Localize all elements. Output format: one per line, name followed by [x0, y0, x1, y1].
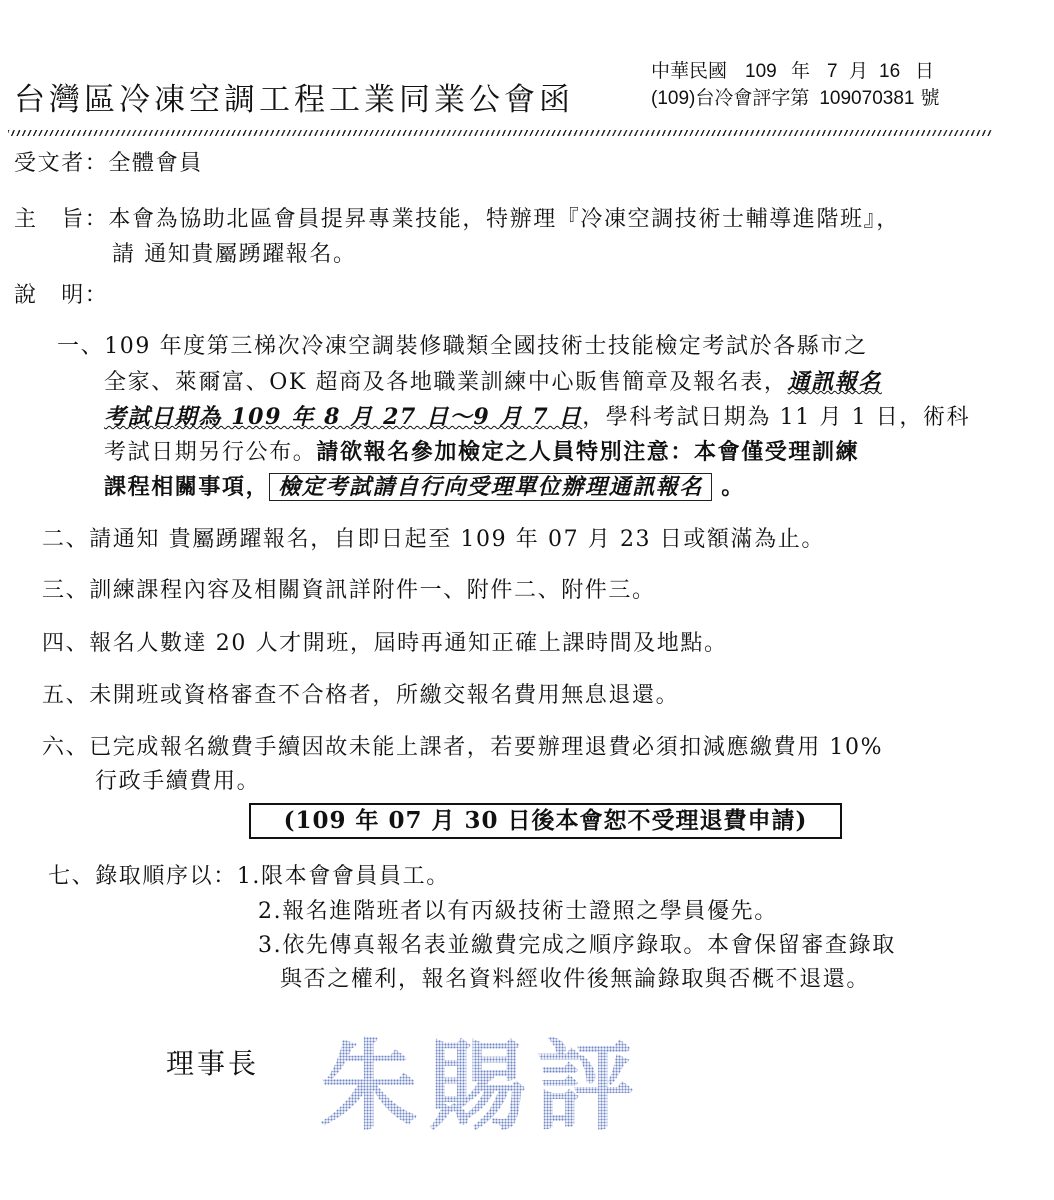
item1-emphasis: 考試日期為 109 年 8 月 27 日～9 月 7 日 [104, 404, 583, 430]
subject-label: 主 旨： [14, 207, 109, 232]
document-title: 台灣區冷凍空調工程工業同業公會函 [14, 82, 574, 118]
item4-line [42, 628, 728, 660]
item1-line-3 [104, 401, 970, 434]
item6-text: 已完成報名繳費手續因故未能上課者，若要辦理退費必須扣減應繳費用 10% [89, 735, 884, 760]
item5-number: 五、 [42, 683, 90, 708]
item4-number: 四、 [42, 631, 90, 656]
item1-bold-notice: 課程相關事項， [104, 474, 270, 500]
doc-number-prefix: (109)台冷會評字第 [651, 88, 810, 109]
subject-line-1 [14, 204, 900, 236]
item1-emphasis: 通訊報名 [787, 369, 882, 395]
recipient-label: 受文者： [14, 151, 109, 176]
item1-text: ，學科考試日期為 11 月 1 日，術科 [582, 405, 971, 430]
item1-text: 全家、萊爾富、OK 超商及各地職業訓練中心販售簡章及報名表， [104, 370, 788, 395]
chairman-signature-stamp [318, 1028, 664, 1138]
date-prefix: 中華民國 [651, 60, 728, 82]
header-divider [8, 130, 993, 136]
item7-criterion-1: 1.限本會會員員工。 [236, 864, 450, 889]
item4-text: 報名人數達 20 人才開班，屆時再通知正確上課時間及地點。 [89, 631, 728, 656]
recipient-line [14, 148, 203, 180]
date-month-unit: 月 [849, 60, 869, 82]
item1-line-4 [104, 436, 859, 469]
item7-criterion-3: 3.依先傳真報名表並繳費完成之順序錄取。本會保留審查錄取 [258, 933, 896, 958]
item3-text: 訓練課程內容及相關資訊詳附件一、附件二、附件三。 [89, 578, 656, 603]
document-date [651, 59, 934, 84]
chairman-label: 理事長 [166, 1047, 260, 1080]
subject-text: 本會為協助北區會員提昇專業技能，特辦理『冷凍空調技術士輔導進階班』， [108, 207, 900, 232]
item1-line-2 [104, 366, 882, 399]
subject-line-2: 請 通知貴屬踴躍報名。 [112, 242, 357, 267]
item2-number: 二、 [42, 527, 90, 552]
item6-line-1 [42, 732, 883, 764]
item2-line [42, 524, 825, 556]
item7-criterion-3-cont: 與否之權利，報名資料經收件後無論錄取與否概不退還。 [280, 967, 871, 992]
doc-number-suffix: 號 [920, 87, 940, 109]
recipient-value: 全體會員 [108, 151, 203, 176]
item1-boxed-notice: 檢定考試請自行向受理單位辦理通訊報名 [269, 473, 712, 501]
date-day: 16 [879, 61, 901, 82]
date-month: 7 [827, 61, 838, 82]
item7-number: 七、 [48, 864, 96, 889]
date-day-unit: 日 [915, 60, 935, 82]
explanation-label: 說 明： [14, 283, 109, 308]
item1-bold-notice: 請欲報名參加檢定之人員特別注意：本會僅受理訓練 [316, 439, 860, 465]
item6-line-2: 行政手續費用。 [95, 769, 261, 794]
item6-number: 六、 [42, 735, 90, 760]
item3-number: 三、 [42, 578, 90, 603]
item7-line-1 [48, 861, 450, 893]
doc-number-value: 109070381 [819, 88, 915, 109]
item1-end-mark: 。 [712, 474, 745, 500]
item5-text: 未開班或資格審查不合格者，所繳交報名費用無息退還。 [89, 683, 680, 708]
signature-name: 朱賜評 [320, 1029, 645, 1138]
item1-line-1 [57, 331, 868, 363]
date-year: 109 [745, 61, 777, 82]
item5-line [42, 680, 679, 712]
item7-criterion-2: 2.報名進階班者以有丙級技術士證照之學員優先。 [258, 899, 778, 924]
document-number [651, 86, 939, 111]
item1-text: 109 年度第三梯次冷凍空調裝修職類全國技術士技能檢定考試於各縣市之 [104, 334, 868, 359]
refund-deadline-notice: (109 年 07 月 30 日後本會恕不受理退費申請) [249, 803, 842, 839]
item7-label: 錄取順序以： [95, 864, 237, 889]
item3-line [42, 575, 656, 607]
item1-line-5 [104, 471, 745, 504]
item2-text: 請通知 貴屬踴躍報名，自即日起至 109 年 07 月 23 日或額滿為止。 [89, 527, 825, 552]
item1-text: 考試日期另行公布。 [104, 440, 317, 465]
item1-number: 一、 [57, 334, 105, 359]
date-year-unit: 年 [791, 60, 811, 82]
